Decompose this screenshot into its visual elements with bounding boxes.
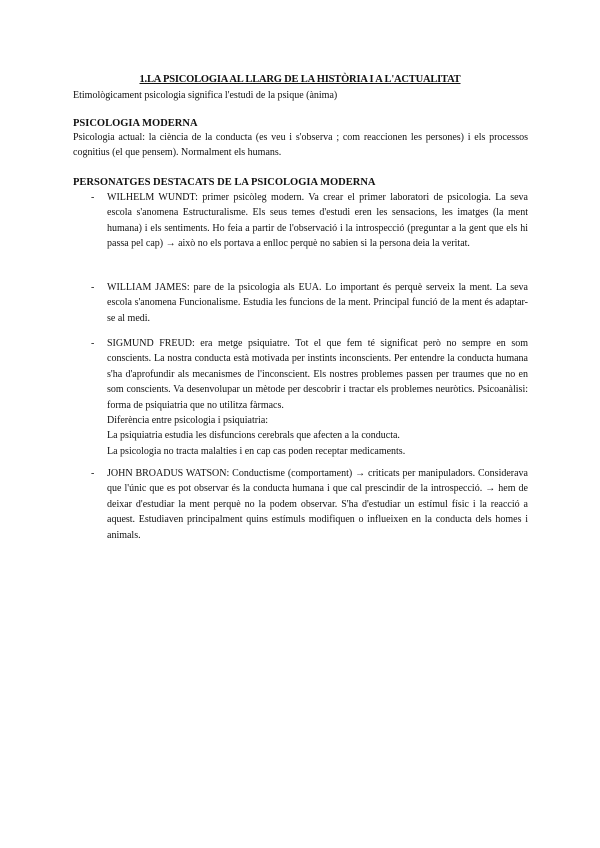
difference-heading: Diferència entre psicologia i psiquiatria: — [107, 415, 269, 427]
list-item-text: JOHN BROADUS WATSON: Conductisme (comportament) → criticats per manipuladors. Considerava que l'únic que es pot observar és la conducta humana i que cal prescindir de la introspecció. → hem de deixar d'estudiar la ment perquè no la podem observar. S'ha d'estudiar un estímul físic i la reacció a aquest. Estudiaven principalment quins estímuls modifiquen o influeixen en la conducta dels homes i animals. — [107, 468, 528, 541]
psychiatry-difference-block — [107, 413, 528, 459]
document-title: 1.LA PSICOLOGIA AL LLARG DE LA HISTÒRIA I A L'ACTUALITAT — [139, 74, 461, 85]
list-item-text: WILHELM WUNDT: primer psicòleg modern. Va crear el primer laboratori de psicologia. La seva escola s'anomena Estructuralisme. Els seus temes d'estudi eren les sensacions, les imatges (la ment humana) i els sentiments. Ho feia a partir de l'observació i la introspecció (preguntar a la gent que els hi passa pel cap) → això no els portava a enlloc perquè no sabien si la persona deia la veritat. — [107, 192, 528, 250]
list-item-text: SIGMUND FREUD: era metge psiquiatre. Tot el que fem té significat però no sempre en som conscients. La nostra conducta està motivada per instints inconscients. Per entendre la conducta humana s'ha d'aprofundir als mecanismes de l'inconscient. Els nostres problemes passen per traumes que no en som conscients. Va desenvolupar un mètode per descobrir i tractar els problemes neuròtics. Psicoanàlisi: forma de psiquiatria que no utilitza fàrmacs. — [107, 338, 528, 411]
list-item-freud — [73, 336, 528, 459]
difference-line-psychiatry: La psiquiatria estudia les disfuncions cerebrals que afecten a la conducta. — [107, 430, 400, 442]
list-item-watson — [73, 466, 528, 543]
list-item-james — [73, 280, 528, 326]
list-dash: - — [91, 192, 95, 203]
list-item-text: WILLIAM JAMES: pare de la psicologia als EUA. Lo important és perquè serveix la ment. La seva escola s'anomena Funcionalisme. Estudia les funcions de la ment. Principal funció de la ment és adaptar-se al medi. — [107, 282, 528, 324]
section-text-psicologia-moderna: Psicologia actual: la ciència de la conducta (es veu i s'observa ; com reaccionen les persones) i els processos cognitius (el que pensem). Normalment els humans. — [73, 132, 528, 158]
list-dash: - — [91, 282, 95, 293]
section-heading-personatges: PERSONATGES DESTACATS DE LA PSICOLOGIA MODERNA — [73, 177, 376, 188]
list-dash: - — [91, 338, 95, 349]
intro-text: Etimològicament psicologia significa l'estudi de la psique (ànima) — [73, 90, 338, 101]
list-item-wundt — [73, 190, 528, 252]
list-dash: - — [91, 468, 95, 479]
difference-line-psychology: La psicologia no tracta malalties i en cap cas poden receptar medicaments. — [107, 445, 406, 457]
section-heading-psicologia-moderna: PSICOLOGIA MODERNA — [73, 118, 198, 129]
